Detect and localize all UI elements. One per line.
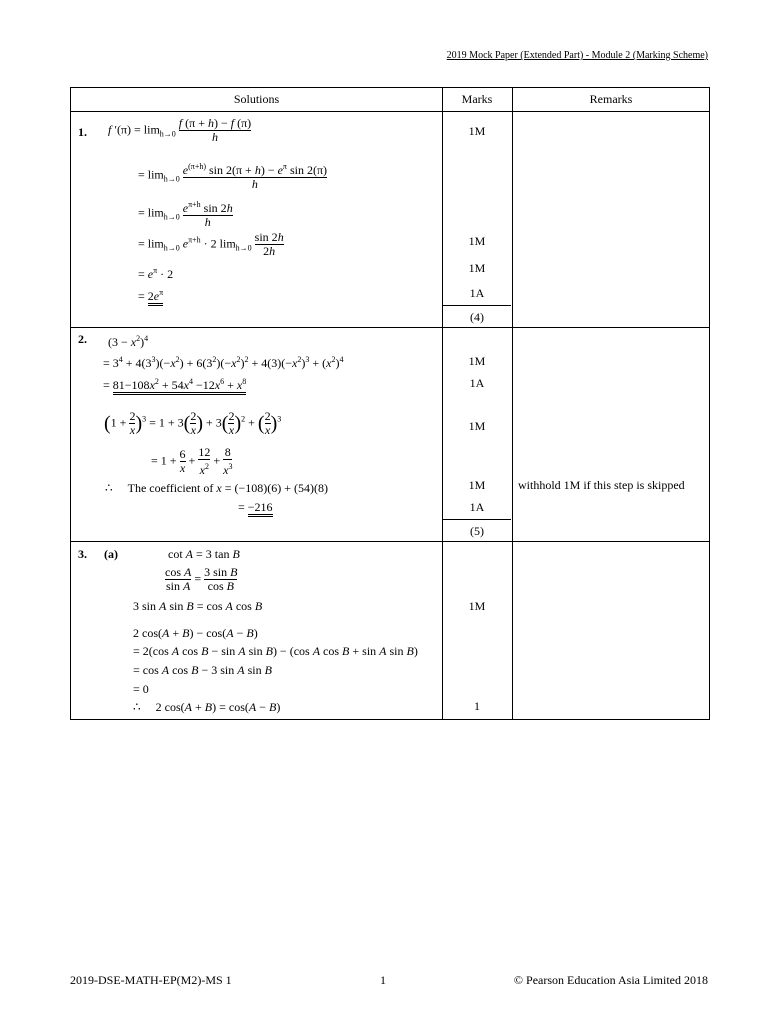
q2-total-divider bbox=[442, 519, 511, 520]
q2-row-divider bbox=[71, 541, 709, 542]
footer-paper-code: 2019-DSE-MATH-EP(M2)-MS 1 bbox=[70, 973, 232, 987]
q1-number: 1. bbox=[78, 125, 87, 139]
q2-mark-4: 1M bbox=[468, 478, 486, 492]
q1-line-2: = $\lim_{h\to 0}$ $\frac{e^{(\pi+h)} \sin 2(\pi + h) - e^\pi \sin 2(\pi)}{h}$ bbox=[138, 162, 328, 191]
q2-number: 2. bbox=[78, 332, 87, 346]
q2-line-4: (1 + $\frac{2}{x}$ )$^3$ = 1 + 3( $\frac{2}{x}$ ) + 3( $\frac{2}{x}$ )$^2$ + ( $\frac{2}{x}$ )$^3$ bbox=[104, 409, 282, 437]
q1-line-1: f $'(\pi) = \lim_{h\to 0}$ $\frac{f (\pi + h) - f (\pi)}{h}$ bbox=[108, 116, 252, 144]
q3-line-2: $\frac{\text{cos A}}{\text{sin A}}$ = $\frac{\text{3 sin B}}{\text{cos B}}$ bbox=[165, 565, 238, 593]
q1-line-4: = $\lim_{h\to 0} e^{\pi+h} \cdot 2$ $\lim_{h\to 0}$ $\frac{\sin 2h}{2h}$ bbox=[138, 230, 284, 258]
q2-line-2: = $3^4 + 4(3^3)(-x^2) + 6(3^2)(-x^2)^2 + 4(3)(-x^2)^3 + (x^2)^4$ bbox=[103, 355, 344, 370]
q3-line-4: 2 cos(A + B) − cos(A − B) bbox=[133, 626, 258, 640]
q2-mark-1: 1M bbox=[468, 354, 486, 368]
q2-line-1: $(3 - x^2)^4$ bbox=[108, 334, 149, 349]
q3-line-5: = 2(cos A cos B − sin A sin B) − (cos A cos B + sin A sin B) bbox=[133, 644, 418, 658]
col-divider-remarks bbox=[512, 88, 513, 719]
q1-line-6: = $2e^\pi$ bbox=[138, 286, 163, 303]
header-remarks: Remarks bbox=[589, 92, 633, 106]
q2-line-3: = $81-108x^2 + 54x^4 -12x^6 + x^8$ bbox=[103, 375, 246, 392]
q3-mark-2: 1 bbox=[474, 699, 480, 713]
q3-line-7: = 0 bbox=[133, 682, 149, 696]
page-header: 2019 Mock Paper (Extended Part) - Module 2 (Marking Scheme) bbox=[446, 50, 708, 61]
q3-line-6: = cos A cos B − 3 sin A sin B bbox=[133, 663, 272, 677]
q3-line-3: 3 sin A sin B = cos A cos B bbox=[133, 599, 263, 613]
q3-mark-1: 1M bbox=[468, 599, 486, 613]
footer-copyright: © Pearson Education Asia Limited 2018 bbox=[513, 973, 708, 987]
q2-mark-5: 1A bbox=[469, 500, 485, 514]
q1-total: (4) bbox=[470, 310, 484, 324]
col-divider-marks bbox=[442, 88, 443, 719]
footer-page-number: 1 bbox=[380, 973, 386, 987]
header-solutions: Solutions bbox=[233, 92, 280, 106]
q1-line-3: = $\lim_{h\to 0}$ $\frac{e^{\pi+h} \sin 2h}{h}$ bbox=[138, 200, 233, 229]
q1-mark-1: 1M bbox=[468, 124, 486, 138]
q2-total: (5) bbox=[470, 524, 484, 538]
q2-mark-2: 1A bbox=[469, 376, 485, 390]
q2-line-5: = 1 + $\frac{6}{x}$ + $\frac{12}{x^2}$ + $\frac{8}{x^3}$ bbox=[151, 445, 233, 477]
q1-mark-4: 1A bbox=[469, 286, 485, 300]
q2-mark-3: 1M bbox=[468, 419, 486, 433]
q2-line-6: ∴ The coefficient of x = (−108)(6) + (54)(8) bbox=[105, 481, 328, 495]
q1-mark-3: 1M bbox=[468, 261, 486, 275]
header-marks: Marks bbox=[461, 92, 493, 106]
q2-line-7: = −216 bbox=[238, 500, 273, 514]
q3-number: 3. bbox=[78, 547, 87, 561]
q1-row-divider bbox=[71, 327, 709, 328]
q3-line-1: cot A = 3 tan B bbox=[168, 547, 240, 561]
q3-line-8: ∴ 2 cos(A + B) = cos(A − B) bbox=[133, 700, 281, 714]
q1-mark-2: 1M bbox=[468, 234, 486, 248]
q1-total-divider bbox=[442, 305, 511, 306]
q2-remark: withhold 1M if this step is skipped bbox=[518, 478, 685, 492]
q1-line-5: = $e^\pi \cdot 2$ bbox=[138, 266, 174, 281]
q3-part: (a) bbox=[104, 547, 118, 561]
header-row-divider bbox=[71, 111, 709, 112]
marking-scheme-table bbox=[70, 87, 710, 720]
